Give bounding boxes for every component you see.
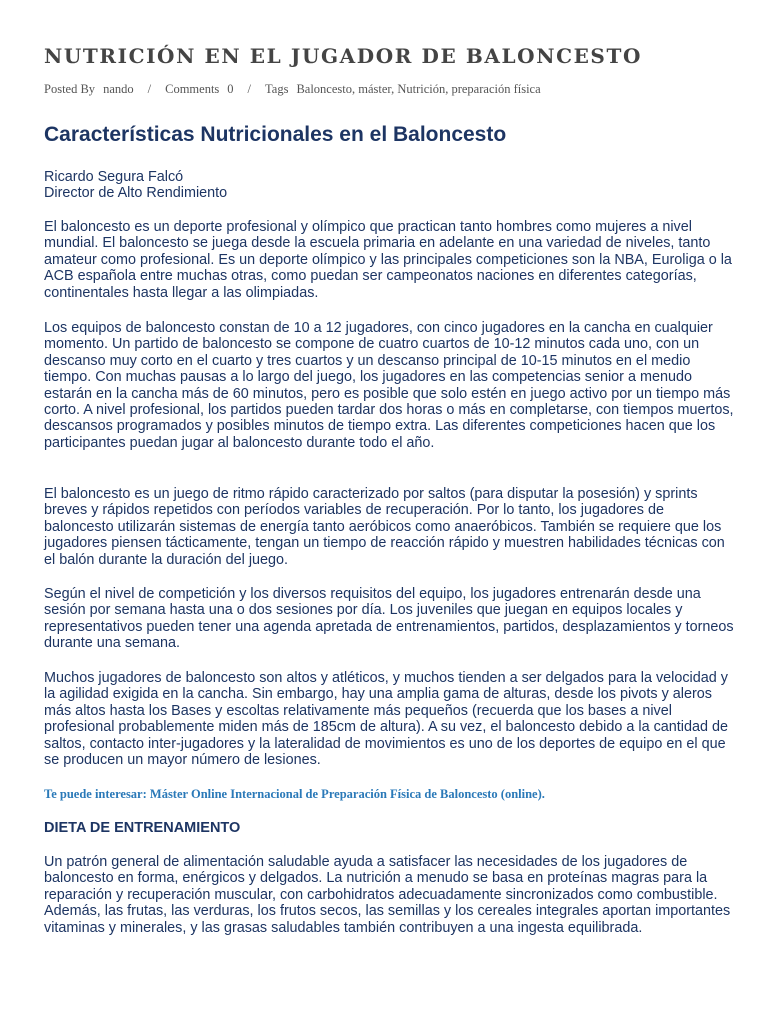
paragraph-training-frequency: Según el nivel de competición y los diversos requisitos del equipo, los jugadores entrenarán desde una sesión por semana hasta una o dos sesiones por día. Los juveniles que juegan en equipos locales y representativos pueden tener una agenda apretada de entrenamientos, partidos, desplazamientos y torneos durante una semana.: [44, 586, 734, 652]
article-title: Características Nutricionales en el Baloncesto: [44, 123, 507, 146]
author-name: Ricardo Segura Falcó: [44, 169, 184, 185]
posted-by-label: Posted By: [44, 82, 96, 96]
tags-label: Tags: [265, 82, 289, 96]
meta-separator: /: [247, 82, 252, 96]
tags-links[interactable]: Baloncesto, máster, Nutrición, preparación física: [296, 82, 541, 96]
paragraph-teams: Los equipos de baloncesto constan de 10 a 12 jugadores, con cinco jugadores en la cancha en cualquier momento. Un partido de baloncesto se compone de cuatro cuartos de 10-12 minutos cada uno, con un descanso muy corto en el cuarto y tres cuartos y un descanso principal de 10-15 minutos en el medio tiempo. Con muchas pausas a lo largo del juego, los jugadores en las competencias senior a menudo estarán en la cancha más de 60 minutos, pero es posible que solo estén en juego activo por un tiempo más corto. A nivel profesional, los partidos pueden tardar dos horas o más en completarse, con tiempos muertos, descansos programados y posibles minutos de tiempo extra. Las diferentes competiciones hacen que los participantes puedan jugar al baloncesto durante todo el año.: [44, 320, 734, 451]
post-title: NUTRICIÓN EN EL JUGADOR DE BALONCESTO: [44, 44, 642, 68]
paragraph-physique: Muchos jugadores de baloncesto son altos y atléticos, y muchos tienden a ser delgados para la velocidad y la agilidad exigida en la cancha. Sin embargo, hay una amplia gama de alturas, desde los pivots y aleros más altos hasta los Bases y escoltas relativamente más pequeños (recuerda que los bases a nivel profesional probablemente miden más de 185cm de altura). A su vez, el baloncesto debido a la cantidad de saltos, contacto inter-jugadores y la lateralidad de movimientos es uno de los deportes de equipo en el que se producen un mayor número de lesiones.: [44, 670, 728, 769]
author-role: Director de Alto Rendimiento: [44, 185, 228, 202]
post-meta: [44, 82, 541, 97]
comments-label: Comments: [165, 82, 220, 96]
paragraph-intro: El baloncesto es un deporte profesional y olímpico que practican tanto hombres como mujeres a nivel mundial. El baloncesto se juega desde la escuela primaria en adelante en una variedad de niveles, tanto amateur como profesional. Es un deporte olímpico y las principales competiciones son la NBA, Euroliga o la ACB española entre muchas otras, como puedan ser campeonatos naciones en diferentes categorías, continentales hasta llegar a las olimpiadas.: [44, 219, 732, 301]
section-heading: DIETA DE ENTRENAMIENTO: [44, 820, 241, 836]
author-link[interactable]: nando: [103, 82, 134, 96]
paragraph-diet: Un patrón general de alimentación saludable ayuda a satisfacer las necesidades de los jugadores de baloncesto en forma, enérgicos y delgados. La nutrición a menudo se basa en proteínas magras para la reparación y recuperación muscular, con carbohidratos adecuadamente sincronizados como combustible. Además, las frutas, las verduras, los frutos secos, las semillas y los cereales integrales aportan importantes vitaminas y minerales, y las grasas saludables también contribuyen a una ingesta equilibrada.: [44, 854, 731, 936]
interest-link[interactable]: Te puede interesar: Máster Online Internacional de Preparación Física de Baloncesto (online).: [44, 787, 545, 801]
paragraph-rhythm: El baloncesto es un juego de ritmo rápido caracterizado por saltos (para disputar la posesión) y sprints breves y rápidos repetidos con períodos variables de recuperación. Por lo tanto, los jugadores de baloncesto utilizarán sistemas de energía tanto aeróbicos como anaeróbicos. También se requiere que los jugadores piensen tácticamente, tengan un tiempo de reacción rápido y muestren habilidades técnicas con el balón durante la duración del juego.: [44, 486, 725, 568]
meta-separator: /: [147, 82, 152, 96]
author-block: [44, 169, 227, 202]
comments-count-link[interactable]: 0: [227, 82, 234, 96]
